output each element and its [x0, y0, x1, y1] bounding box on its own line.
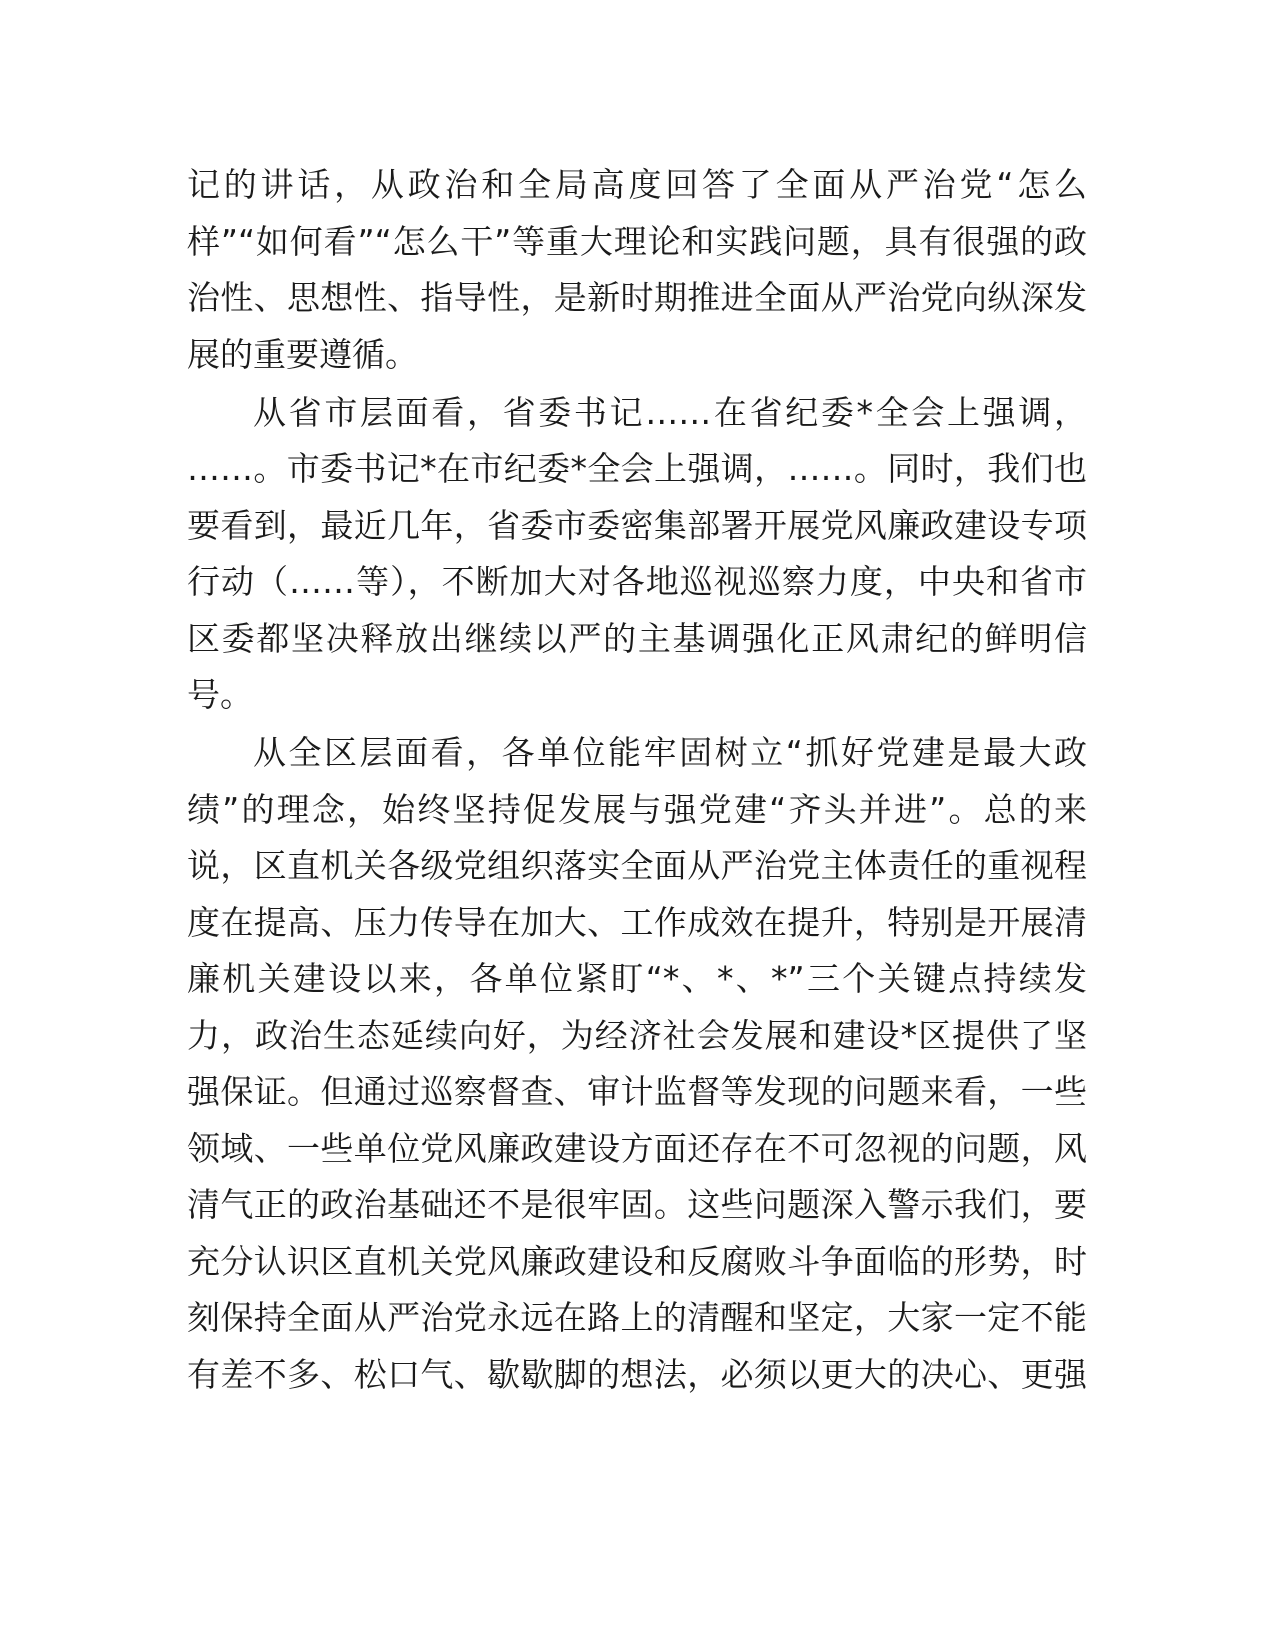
text-line: 样”“如何看”“怎么干”等重大理论和实践问题，具有很强的政: [187, 221, 1087, 261]
text-line: 充分认识区直机关党风廉政建设和反腐败斗争面临的形势，时: [187, 1241, 1087, 1281]
text-line: 刻保持全面从严治党永远在路上的清醒和坚定，大家一定不能: [187, 1298, 1087, 1337]
text-line: 领域、一些单位党风廉政建设方面还存在不可忽视的问题，风: [187, 1128, 1087, 1168]
text-line: 展的重要遵循。: [187, 334, 418, 374]
text-line: 要看到，最近几年，省委市委密集部署开展党风廉政建设专项: [187, 505, 1087, 545]
paragraph-3: [187, 725, 1087, 1403]
text-line: 从省市层面看，省委书记……在省纪委*全会上强调，: [253, 392, 1087, 432]
text-line: 度在提高、压力传导在加大、工作成效在提升，特别是开展清: [187, 902, 1087, 942]
paragraph-1: [187, 157, 1087, 383]
text-line: 记的讲话，从政治和全局高度回答了全面从严治党“怎么: [187, 165, 1087, 204]
text-line: 从全区层面看，各单位能牢固树立“抓好党建是最大政: [253, 733, 1087, 772]
text-line: 区委都坚决释放出继续以严的主基调强化正风肃纪的鲜明信: [187, 618, 1087, 658]
text-line: 绩”的理念，始终坚持促发展与强党建“齐头并进”。总的来: [187, 789, 1087, 829]
text-line: 清气正的政治基础还不是很牢固。这些问题深入警示我们，要: [187, 1185, 1087, 1224]
paragraph-2: [187, 385, 1087, 724]
text-line: ……。市委书记*在市纪委*全会上强调，……。同时，我们也: [187, 449, 1087, 488]
text-line: 强保证。但通过巡察督查、审计监督等发现的问题来看，一些: [187, 1072, 1087, 1111]
text-line: 有差不多、松口气、歇歇脚的想法，必须以更大的决心、更强: [187, 1354, 1087, 1394]
text-line: 行动（……等），不断加大对各地巡视巡察力度，中央和省市: [187, 562, 1087, 601]
document-body: [187, 157, 1087, 1403]
text-line: 说，区直机关各级党组织落实全面从严治党主体责任的重视程: [187, 846, 1087, 885]
text-line: 廉机关建设以来，各单位紧盯“*、*、*”三个关键点持续发: [187, 959, 1087, 998]
text-line: 号。: [187, 675, 253, 714]
text-line: 力，政治生态延续向好，为经济社会发展和建设*区提供了坚: [187, 1015, 1087, 1055]
text-line: 治性、思想性、指导性，是新时期推进全面从严治党向纵深发: [187, 278, 1087, 317]
